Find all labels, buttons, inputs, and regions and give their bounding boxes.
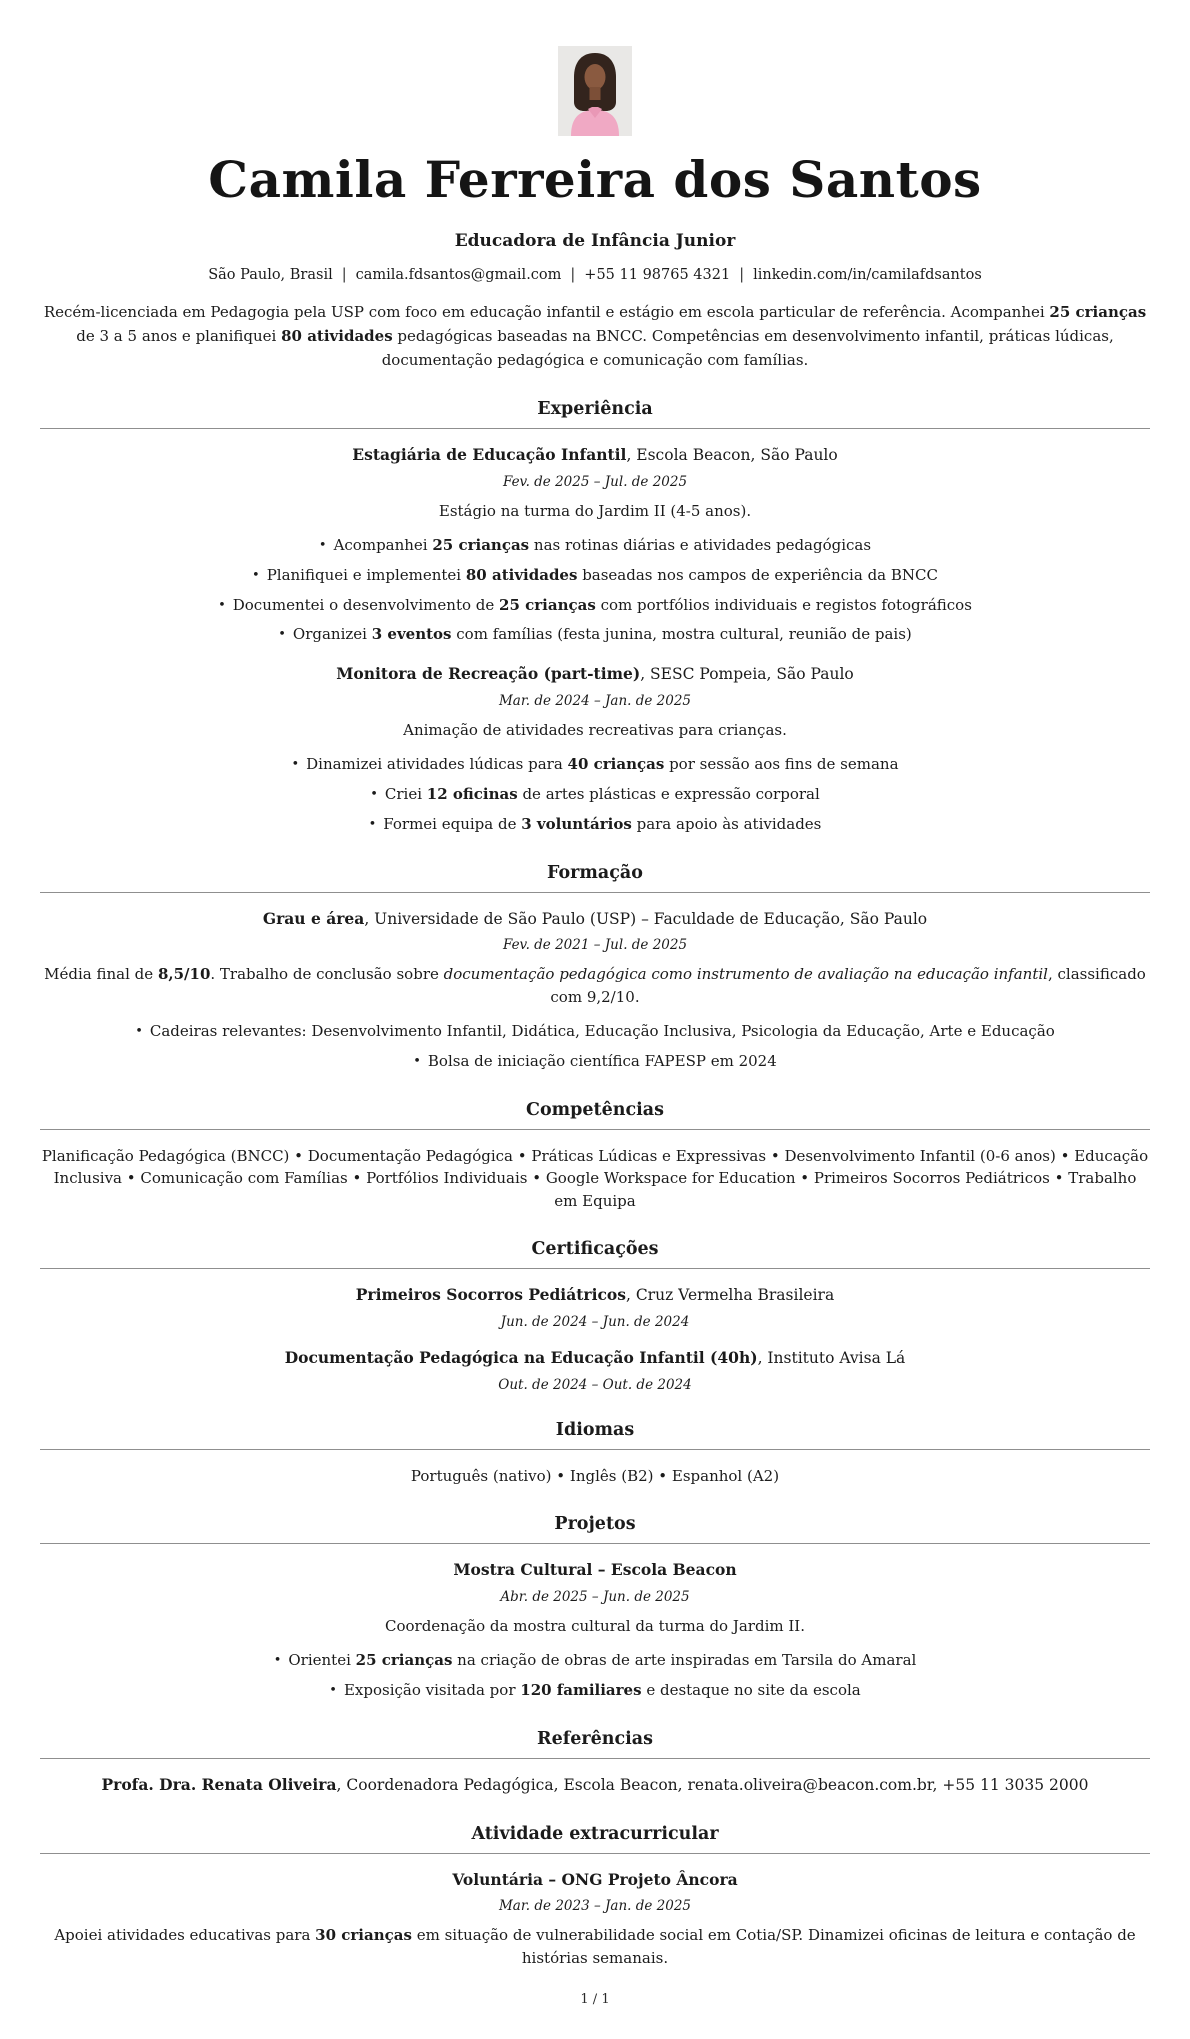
bullet-marker: • — [368, 816, 377, 832]
entry-dates: Abr. de 2025 – Jun. de 2025 — [500, 1588, 690, 1605]
text-segment: 80 atividades — [465, 565, 578, 584]
section-referencias — [40, 1729, 1150, 1797]
text-segment: 30 crianças — [315, 1926, 412, 1945]
contact-separator: | — [739, 267, 745, 283]
text-segment: Apoiei atividades educativas para — [54, 1926, 316, 1945]
text-segment: Formei equipa de — [383, 814, 522, 833]
section-divider — [40, 1449, 1150, 1450]
text-segment: nas rotinas diárias e atividades pedagógicas — [529, 536, 872, 555]
contact-linkedin: linkedin.com/in/camilafdsantos — [753, 267, 982, 283]
text-segment: para apoio às atividades — [631, 814, 822, 833]
text-segment: 40 crianças — [567, 755, 665, 774]
section-heading: Competências — [526, 1099, 664, 1120]
entry-title — [40, 1869, 1150, 1892]
section-heading: Certificações — [531, 1239, 659, 1260]
text-segment: Estagiária de Educação Infantil — [352, 445, 627, 464]
entry-title — [40, 908, 1150, 931]
summary-paragraph — [40, 300, 1150, 372]
section-divider — [40, 892, 1150, 893]
bullet-item — [40, 784, 1150, 806]
section-heading: Formação — [547, 862, 643, 883]
section-certificacoes — [40, 1239, 1150, 1392]
text-segment: Voluntária – ONG Projeto Âncora — [452, 1869, 738, 1889]
text-segment: Recém-licenciada em Pedagogia pela USP com foco em educação infantil e estágio em escola particular de referência. Acompanhei — [43, 303, 1050, 321]
text-segment: com portfólios individuais e registos fotográficos — [595, 595, 972, 614]
text-segment: 3 voluntários — [521, 814, 632, 833]
bullet-marker: • — [252, 567, 260, 583]
text-segment: com famílias (festa junina, mostra cultural, reunião de pais) — [451, 625, 912, 644]
page-number: 1 / 1 — [580, 1992, 610, 2008]
text-segment: na criação de obras de arte inspiradas em Tarsila do Amaral — [452, 1651, 917, 1670]
bullet-list — [40, 754, 1150, 835]
text-segment: Criei — [384, 785, 427, 804]
section-heading: Referências — [537, 1728, 653, 1749]
text-segment: , classificado com 9,2/10. — [550, 965, 1146, 1006]
bullet-marker: • — [135, 1024, 143, 1040]
bullet-item — [40, 1650, 1150, 1672]
bullet-marker: • — [413, 1054, 421, 1070]
sections — [40, 399, 1150, 1969]
bullet-marker: • — [329, 1683, 337, 1699]
text-segment: , Cruz Vermelha Brasileira — [625, 1286, 835, 1305]
text-segment: , Escola Beacon, São Paulo — [626, 446, 838, 464]
entry-dates: Fev. de 2021 – Jul. de 2025 — [502, 937, 688, 954]
bullet-marker: • — [318, 538, 327, 554]
entry-dates: Jun. de 2024 – Jun. de 2024 — [500, 1314, 690, 1330]
text-segment: Média final de — [44, 965, 158, 984]
candidate-name: Camila Ferreira dos Santos — [208, 150, 982, 209]
bullet-marker: • — [370, 787, 378, 803]
text-segment: Bolsa de iniciação científica FAPESP em 2024 — [427, 1052, 777, 1071]
section-heading: Experiência — [537, 399, 653, 419]
contact-email: camila.fdsantos@gmail.com — [355, 267, 562, 283]
text-segment: em situação de vulnerabilidade social em Cotia/SP. Dinamizei oficinas de leitura e contação de histórias semanais. — [411, 1926, 1136, 1967]
text-segment: Exposição visitada por — [343, 1681, 521, 1700]
text-segment: Grau e área — [262, 908, 365, 928]
text-segment: baseadas nos campos de experiência da BNCC — [577, 565, 938, 584]
section-divider — [40, 1758, 1150, 1759]
text-segment: de artes plásticas e expressão corporal — [517, 785, 820, 804]
text-segment: , Instituto Avisa Lá — [757, 1349, 906, 1367]
text-segment: 3 eventos — [371, 625, 452, 644]
text-segment: Orientei — [288, 1651, 356, 1670]
bullet-item — [40, 595, 1150, 617]
bullet-item — [40, 814, 1150, 836]
bullet-marker: • — [278, 627, 286, 643]
bullet-item — [40, 565, 1150, 587]
section-divider — [40, 1543, 1150, 1544]
contact-separator: | — [570, 267, 576, 283]
contact-line — [40, 267, 1150, 283]
bullet-item — [40, 1051, 1150, 1073]
entry-dates: Fev. de 2025 – Jul. de 2025 — [502, 473, 688, 490]
text-segment: 12 oficinas — [426, 785, 518, 804]
entry-title — [40, 1559, 1150, 1582]
text-segment: Documentação Pedagógica na Educação Infantil (40h) — [284, 1348, 758, 1367]
text-segment: . Trabalho de conclusão sobre — [210, 965, 444, 984]
text-segment: 25 crianças — [499, 595, 596, 614]
text-segment: Animação de atividades recreativas para crianças. — [403, 720, 787, 739]
bullet-list — [40, 1650, 1150, 1702]
text-segment: Coordenação da mostra cultural da turma do Jardim II. — [385, 1616, 805, 1635]
text-segment: documentação pedagógica como instrumento de avaliação na educação infantil — [443, 965, 1048, 984]
section-projetos — [40, 1514, 1150, 1702]
section-divider — [40, 428, 1150, 429]
bullet-item — [40, 535, 1150, 557]
entry-dates: Mar. de 2024 – Jan. de 2025 — [498, 692, 692, 709]
text-segment: , Universidade de São Paulo (USP) – Faculdade de Educação, São Paulo — [364, 909, 928, 928]
text-segment: pedagógicas baseadas na BNCC. Competências em desenvolvimento infantil, práticas lúdicas, documentação pedagógica e comunicação com famílias. — [381, 327, 1114, 369]
entry-title — [40, 1774, 1150, 1797]
section-atividade-extracurricular — [40, 1824, 1150, 1970]
section-heading: Idiomas — [555, 1419, 635, 1440]
text-segment: 80 atividades — [281, 327, 393, 345]
bullet-item — [40, 1021, 1150, 1043]
bullet-marker: • — [273, 1653, 282, 1669]
section-idiomas — [40, 1420, 1150, 1488]
entry-dates: Out. de 2024 – Out. de 2024 — [498, 1376, 692, 1393]
text-segment: Profa. Dra. Renata Oliveira — [101, 1774, 337, 1794]
section-divider — [40, 1268, 1150, 1269]
section-divider — [40, 1129, 1150, 1130]
text-segment: 8,5/10 — [157, 965, 211, 984]
text-segment: , Coordenadora Pedagógica, Escola Beacon, renata.oliveira@beacon.com.br, +55 11 3035 2000 — [336, 1775, 1089, 1794]
text-segment: 25 crianças — [1049, 303, 1147, 321]
entry-dates: Mar. de 2023 – Jan. de 2025 — [498, 1898, 692, 1915]
text-segment: , SESC Pompeia, São Paulo — [640, 665, 854, 684]
bullet-item — [40, 624, 1150, 646]
text-segment: Monitora de Recreação (part-time) — [336, 664, 641, 684]
bullet-item — [40, 754, 1150, 776]
section-heading: Atividade extracurricular — [471, 1823, 719, 1844]
text-segment: e destaque no site da escola — [641, 1681, 861, 1700]
bullet-marker: • — [218, 597, 226, 613]
text-segment: Planifiquei e implementei — [266, 565, 466, 584]
inline-list: Português (nativo) • Inglês (B2) • Espanhol (A2) — [410, 1466, 780, 1485]
contact-phone: +55 11 98765 4321 — [584, 267, 731, 283]
paragraph — [40, 1615, 1150, 1638]
paragraph — [40, 1924, 1150, 1969]
profile-photo — [558, 46, 632, 136]
text-segment: Documentei o desenvolvimento de — [232, 595, 500, 614]
text-segment: Mostra Cultural – Escola Beacon — [453, 1560, 737, 1580]
text-segment: Primeiros Socorros Pediátricos — [355, 1285, 626, 1305]
text-segment: de 3 a 5 anos e planifiquei — [76, 327, 282, 345]
entry-title — [40, 444, 1150, 467]
section-competencias — [40, 1100, 1150, 1213]
paragraph — [40, 719, 1150, 742]
text-segment: por sessão aos fins de semana — [664, 755, 899, 774]
bullet-list — [40, 535, 1150, 646]
bullet-list — [40, 1021, 1150, 1073]
text-segment: 120 familiares — [520, 1681, 642, 1700]
text-segment: Organizei — [292, 625, 372, 644]
paragraph — [40, 963, 1150, 1008]
job-title: Educadora de Infância Junior — [454, 231, 736, 251]
entry-title — [40, 663, 1150, 686]
bullet-marker: • — [291, 757, 300, 773]
entry-title — [40, 1284, 1150, 1307]
contact-location: São Paulo, Brasil — [208, 267, 333, 283]
text-segment: 25 crianças — [432, 536, 530, 555]
section-heading: Projetos — [554, 1514, 636, 1535]
section-formacao — [40, 863, 1150, 1073]
paragraph — [40, 500, 1150, 523]
contact-separator: | — [341, 267, 347, 283]
text-segment: Estágio na turma do Jardim II (4-5 anos). — [438, 501, 752, 520]
section-experiencia — [40, 399, 1150, 836]
text-segment: Dinamizei atividades lúdicas para — [306, 755, 568, 774]
text-segment: 25 crianças — [355, 1651, 453, 1670]
text-segment: Acompanhei — [333, 536, 433, 555]
inline-list: Planificação Pedagógica (BNCC) • Documentação Pedagógica • Práticas Lúdicas e Expressivas • Desenvolvimento Infantil (0-6 anos) • Educação Inclusiva • Comunicação com Famílias • Portfólios Individuais • Google Workspace for Education • Primeiros Socorros Pediátricos • Trabalho em Equipa — [41, 1146, 1149, 1210]
entry-title — [40, 1347, 1150, 1370]
section-divider — [40, 1853, 1150, 1854]
bullet-item — [40, 1680, 1150, 1702]
text-segment: Cadeiras relevantes: Desenvolvimento Infantil, Didática, Educação Inclusiva, Psicologia da Educação, Arte e Educação — [149, 1022, 1055, 1041]
